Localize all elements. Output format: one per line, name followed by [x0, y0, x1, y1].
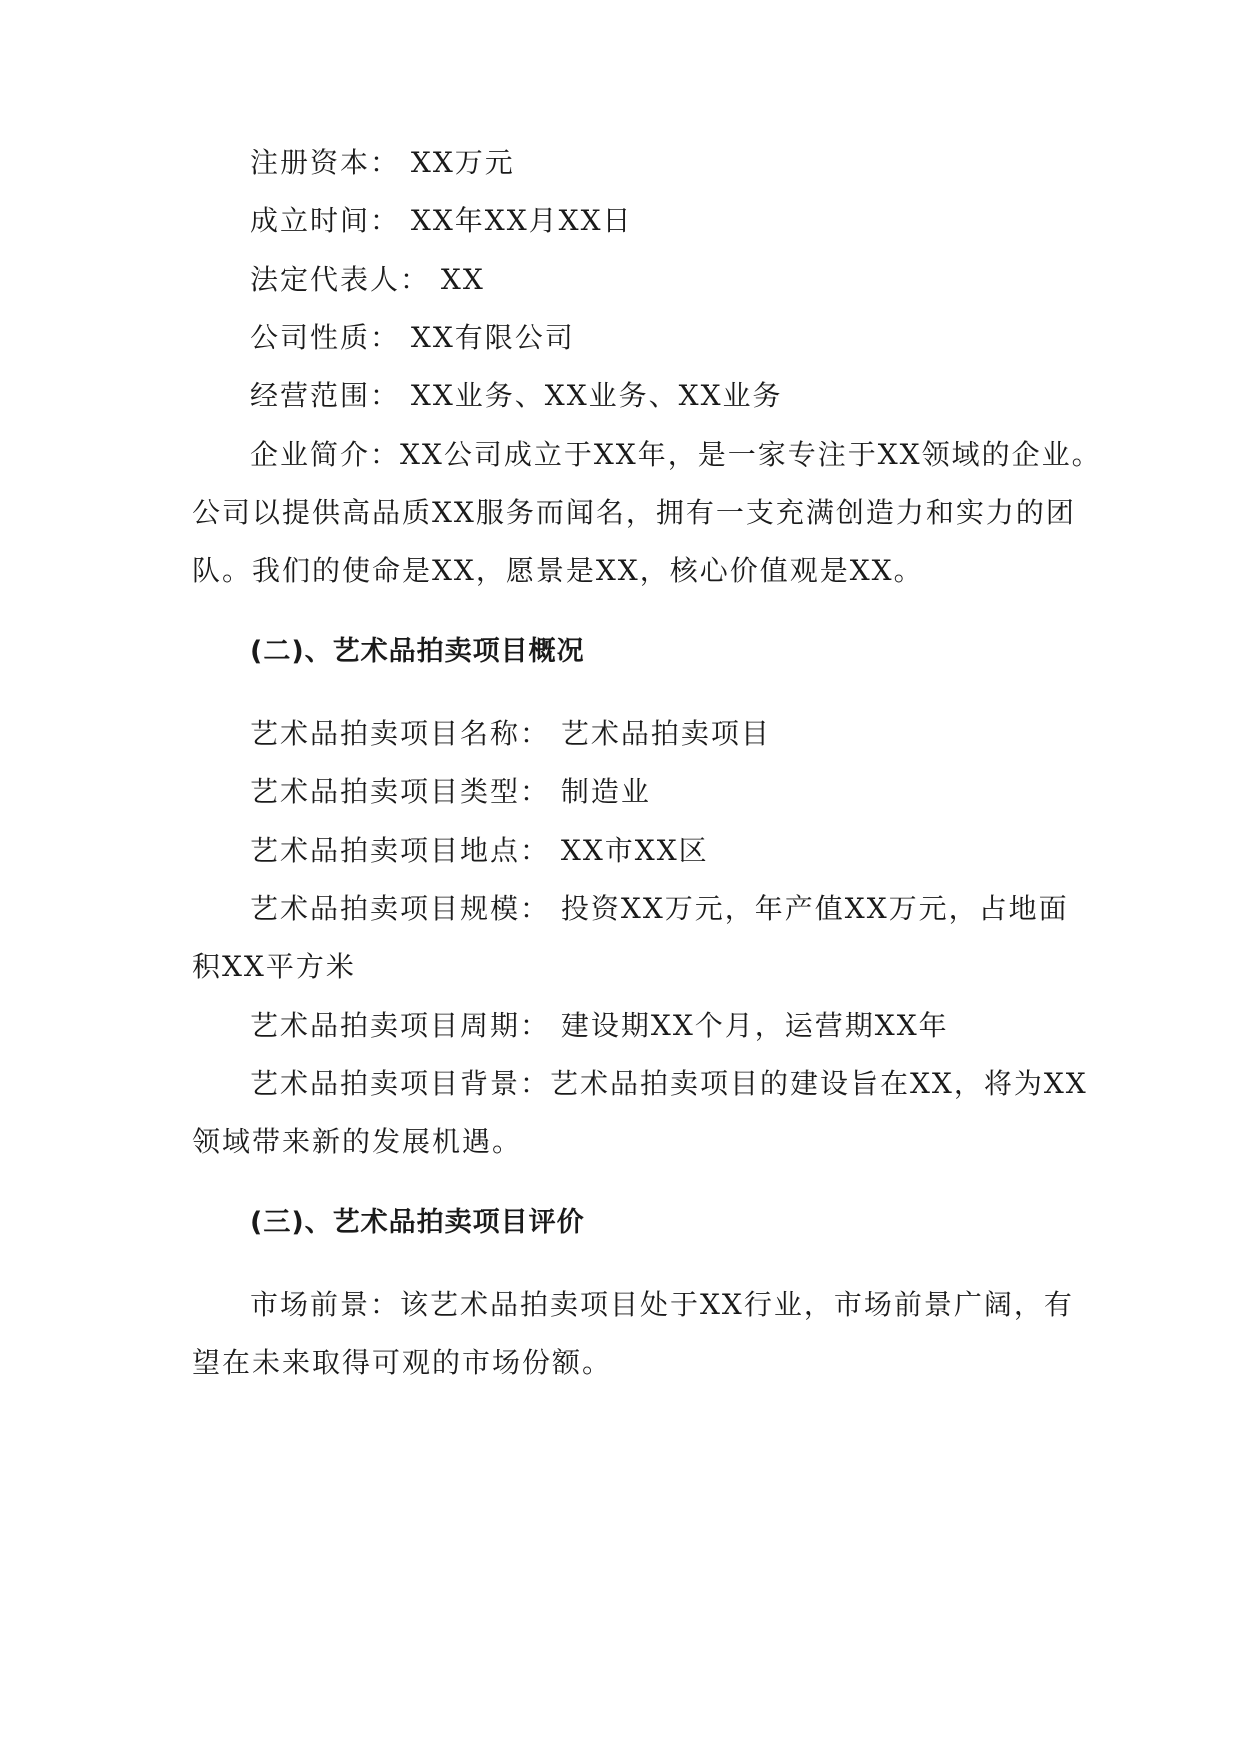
- company-intro-line-1: 企业简介：XX公司成立于XX年，是一家专注于XX领域的企业。: [250, 438, 1102, 471]
- registered-capital-line: 注册资本： XX万元: [250, 146, 515, 179]
- project-background-line-2: 领域带来新的发展机遇。: [192, 1125, 523, 1158]
- company-type-line: 公司性质： XX有限公司: [250, 321, 575, 354]
- project-name-line: 艺术品拍卖项目名称： 艺术品拍卖项目: [250, 717, 771, 750]
- established-date-line: 成立时间： XX年XX月XX日: [250, 204, 633, 237]
- project-scale-line-2: 积XX平方米: [192, 950, 356, 983]
- market-outlook-line-1: 市场前景：该艺术品拍卖项目处于XX行业，市场前景广阔，有: [250, 1288, 1074, 1321]
- business-scope-line: 经营范围： XX业务、XX业务、XX业务: [250, 379, 783, 412]
- project-location-line: 艺术品拍卖项目地点： XX市XX区: [250, 834, 709, 867]
- project-period-line: 艺术品拍卖项目周期： 建设期XX个月，运营期XX年: [250, 1009, 949, 1042]
- legal-representative-line: 法定代表人： XX: [250, 263, 485, 296]
- project-type-line: 艺术品拍卖项目类型： 制造业: [250, 775, 651, 808]
- project-background-line-1: 艺术品拍卖项目背景：艺术品拍卖项目的建设旨在XX，将为XX: [250, 1067, 1088, 1100]
- section-2-heading: (二)、艺术品拍卖项目概况: [250, 636, 585, 667]
- section-3-heading: (三)、艺术品拍卖项目评价: [250, 1207, 585, 1238]
- company-intro-line-3: 队。我们的使命是XX，愿景是XX，核心价值观是XX。: [192, 554, 924, 587]
- project-scale-line-1: 艺术品拍卖项目规模： 投资XX万元，年产值XX万元，占地面: [250, 892, 1069, 925]
- market-outlook-line-2: 望在未来取得可观的市场份额。: [192, 1346, 613, 1379]
- company-intro-line-2: 公司以提供高品质XX服务而闻名，拥有一支充满创造力和实力的团: [192, 496, 1076, 529]
